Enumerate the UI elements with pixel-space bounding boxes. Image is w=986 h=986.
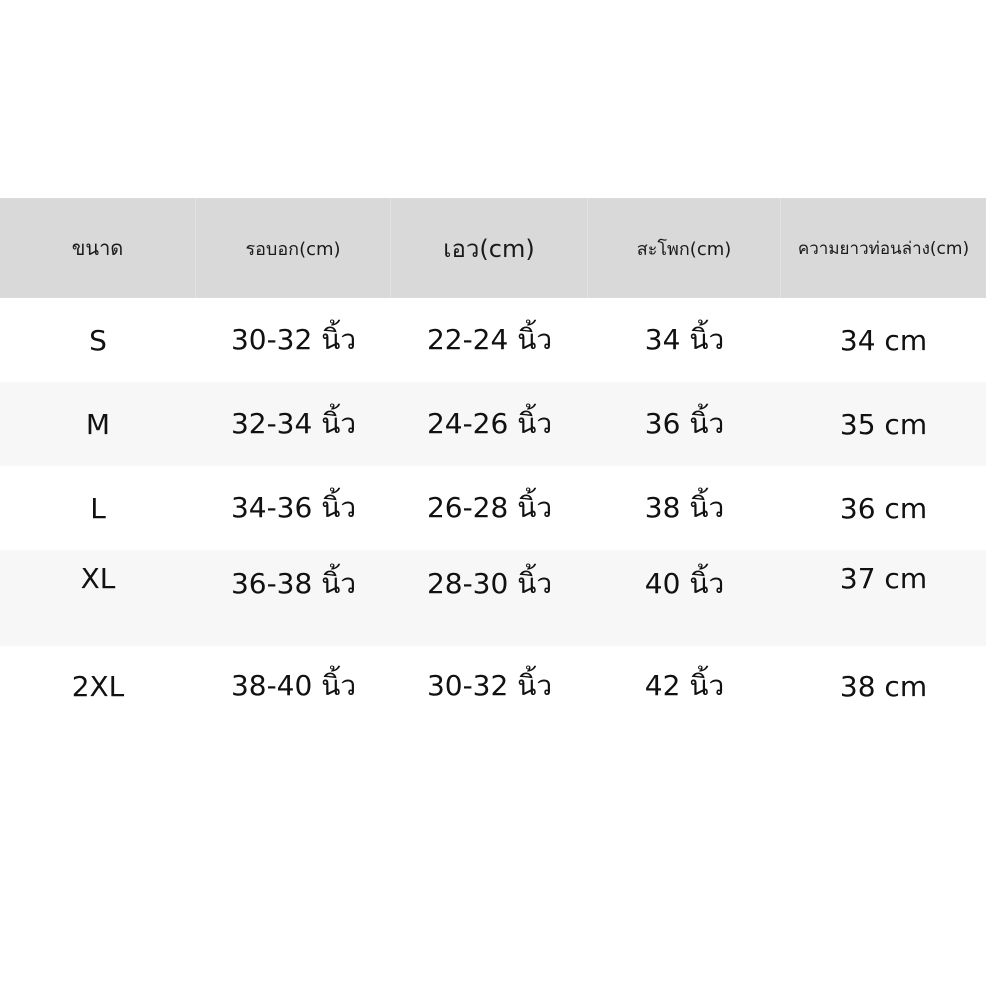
header-waist: เอว(cm) (391, 198, 588, 298)
chest-cell: 36-38 นิ้ว (230, 567, 357, 600)
table-header-row (0, 198, 986, 298)
chest-cell: 34-36 นิ้ว (230, 491, 357, 524)
length-cell: 36 cm (839, 491, 928, 525)
waist-cell: 28-30 นิ้ว (426, 567, 553, 600)
size-cell: S (89, 323, 107, 357)
size-cell: 2XL (71, 669, 125, 703)
table-row (0, 298, 986, 382)
waist-cell: 24-26 นิ้ว (426, 407, 553, 440)
hip-cell: 34 นิ้ว (644, 323, 725, 356)
header-size: ขนาด (0, 198, 196, 298)
header-hip: สะโพก(cm) (588, 198, 781, 298)
hip-cell: 40 นิ้ว (644, 567, 725, 600)
size-cell: L (90, 491, 106, 525)
table-row (0, 550, 986, 646)
table-row (0, 382, 986, 466)
length-cell: 37 cm (839, 562, 928, 595)
length-cell: 35 cm (839, 407, 928, 441)
chest-cell: 30-32 นิ้ว (230, 323, 357, 356)
length-cell: 34 cm (839, 323, 928, 357)
chest-cell: 32-34 นิ้ว (230, 407, 357, 440)
size-chart-table (0, 198, 986, 726)
waist-cell: 26-28 นิ้ว (426, 491, 553, 524)
header-length: ความยาวท่อนล่าง(cm) (797, 238, 970, 259)
size-cell: XL (80, 562, 116, 595)
size-cell: M (85, 407, 111, 441)
chest-cell: 38-40 นิ้ว (230, 669, 357, 702)
waist-cell: 22-24 นิ้ว (426, 323, 553, 356)
table-row (0, 646, 986, 726)
waist-cell: 30-32 นิ้ว (426, 669, 553, 702)
hip-cell: 38 นิ้ว (644, 491, 725, 524)
hip-cell: 36 นิ้ว (644, 407, 725, 440)
hip-cell: 42 นิ้ว (644, 669, 725, 702)
header-chest: รอบอก(cm) (196, 198, 391, 298)
table-row (0, 466, 986, 550)
length-cell: 38 cm (839, 669, 928, 703)
